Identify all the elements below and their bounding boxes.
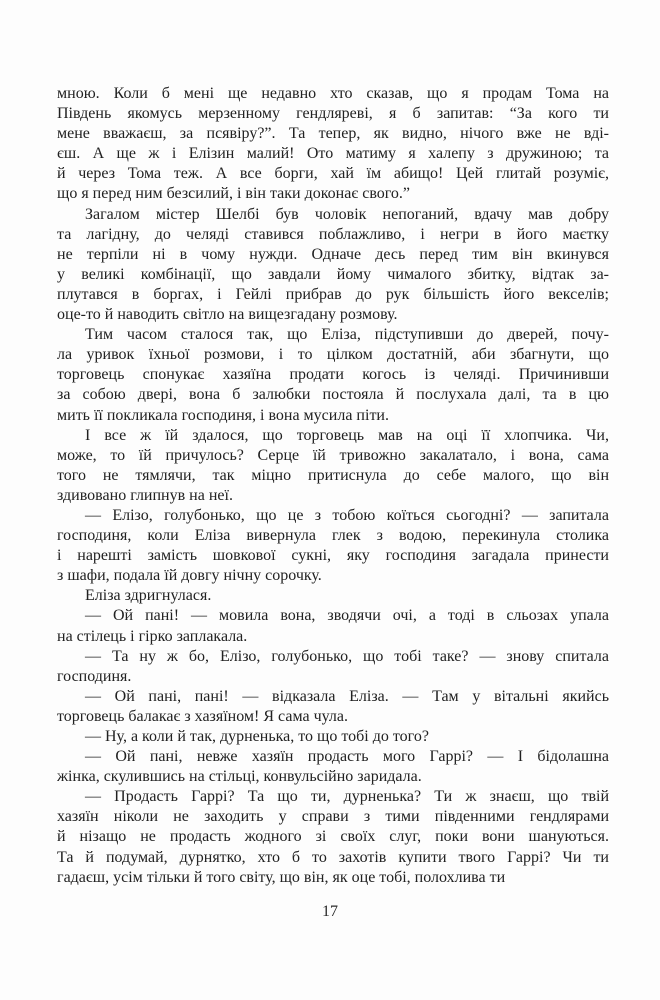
paragraph xyxy=(57,747,609,787)
text-line: Південь якомусь мерзенному гендляреві, я б запитав: “За кого ти xyxy=(57,105,609,123)
text-line: може, то їй причулось? Серце їй тривожно закалатало, і вона, сама xyxy=(57,446,609,464)
paragraph xyxy=(57,84,609,205)
text-line: — Ой пані! — мовила вона, зводячи очі, а тоді в сльозах упала xyxy=(85,607,609,625)
paragraph xyxy=(57,787,609,887)
text-line: на стілець і гірко заплакала. xyxy=(57,627,248,645)
text-line: — Ой пані, невже хазяїн продасть мого Гаррі? — І бідолашна xyxy=(85,748,609,766)
paragraph xyxy=(57,325,609,425)
paragraph xyxy=(57,647,609,687)
text-line: з шафи, подала їй довгу нічну сорочку. xyxy=(57,567,322,585)
text-line: єш. А ще ж і Елізин малий! Ото матиму я халепу з дружиною; та xyxy=(57,145,609,163)
text-line: Еліза здригнулася. xyxy=(85,587,212,605)
text-line: за собою двері, вона б залюбки постояла й послухала далі, та в цю xyxy=(57,386,609,404)
text-line: господиня, коли Еліза вивернула глек з водою, перекинула столика xyxy=(57,527,609,545)
paragraph xyxy=(57,205,609,326)
text-line: оце-то й наводить світло на вищезгадану розмову. xyxy=(57,306,398,324)
text-line: торговець балакає з хазяїном! Я сама чула. xyxy=(57,707,348,725)
text-line: й через Тома теж. А все борги, хай їм абищо! Цей глитай розуміє, xyxy=(57,165,609,183)
text-line: мною. Коли б мені ще недавно хто сказав, що я продам Тома на xyxy=(57,85,609,102)
paragraph xyxy=(57,506,609,586)
text-line: ла уривок їхньої розмови, і то цілком достатній, аби збагнути, що xyxy=(57,346,609,364)
text-line: що я перед ним безсилий, і він таки доконає свого.” xyxy=(57,185,411,203)
text-line: — Елізо, голубонько, що це з тобою коїться сьогодні? — запитала xyxy=(85,506,609,524)
text-line: — Ну, а коли й так, дурненька, то що тобі до того? xyxy=(85,728,429,745)
paragraph xyxy=(57,687,609,727)
text-line: торговець спонукає хазяїна продати когось із челяді. Причинивши xyxy=(57,366,609,384)
page-text xyxy=(57,84,609,888)
text-line: — Та ну ж бо, Елізо, голубонько, що тобі таке? — знову спитала xyxy=(85,647,609,665)
paragraph xyxy=(57,727,609,747)
text-line: мене вважаєш, за псявіру?”. Та тепер, як видно, нічого вже не вді- xyxy=(57,125,609,143)
text-line: здивовано глипнув на неї. xyxy=(57,486,233,504)
text-line: і нарешті замість шовкової сукні, яку господиня загадала принести xyxy=(57,547,609,565)
text-line: у великі комбінації, що завдали йому чималого збитку, відтак за- xyxy=(57,265,609,283)
text-line: гадаєш, усім тільки й того світу, що він, як оце тобі, полохлива ти xyxy=(57,868,506,886)
text-line: Тим часом сталося так, що Еліза, підступивши до дверей, почу- xyxy=(85,326,609,344)
paragraph xyxy=(57,426,609,506)
text-line: плутався в боргах, і Гейлі прибрав до рук більшість його векселів; xyxy=(57,285,609,303)
text-line: І все ж їй здалося, що торговець мав на оці її хлопчика. Чи, xyxy=(85,426,609,444)
text-line: жінка, скулившись на стільці, конвульсійно заридала. xyxy=(57,768,422,786)
paragraph xyxy=(57,586,609,606)
text-line: — Продасть Гаррі? Та що ти, дурненька? Ти ж знаєш, що твій xyxy=(85,788,609,806)
text-line: мить її покликала господиня, і вона мусила піти. xyxy=(57,406,389,424)
text-line: й нізащо не продасть жодного зі своїх слуг, поки вони шануються. xyxy=(57,828,609,846)
text-line: Загалом містер Шелбі був чоловік непоганий, вдачу мав добру xyxy=(85,205,609,223)
page-number: 17 xyxy=(322,903,338,920)
text-line: господиня. xyxy=(57,667,132,685)
paragraph xyxy=(57,606,609,646)
text-line: Та й подумай, дурнятко, хто б то захотів купити твого Гаррі? Чи ти xyxy=(57,848,609,866)
text-line: не терпіли ні в чому нужди. Одначе десь перед тим він вкинувся xyxy=(57,245,609,263)
text-line: — Ой пані, пані! — відказала Еліза. — Там у вітальні якийсь xyxy=(85,687,609,705)
text-line: та лагідну, до челяді ставився поблажливо, і негри в його маєтку xyxy=(57,225,609,243)
text-line: хазяїн ніколи не заходить у справи з тими південними гендлярами xyxy=(57,808,609,826)
text-line: того не тямлячи, так міцно притиснула до себе малого, що він xyxy=(57,466,609,484)
